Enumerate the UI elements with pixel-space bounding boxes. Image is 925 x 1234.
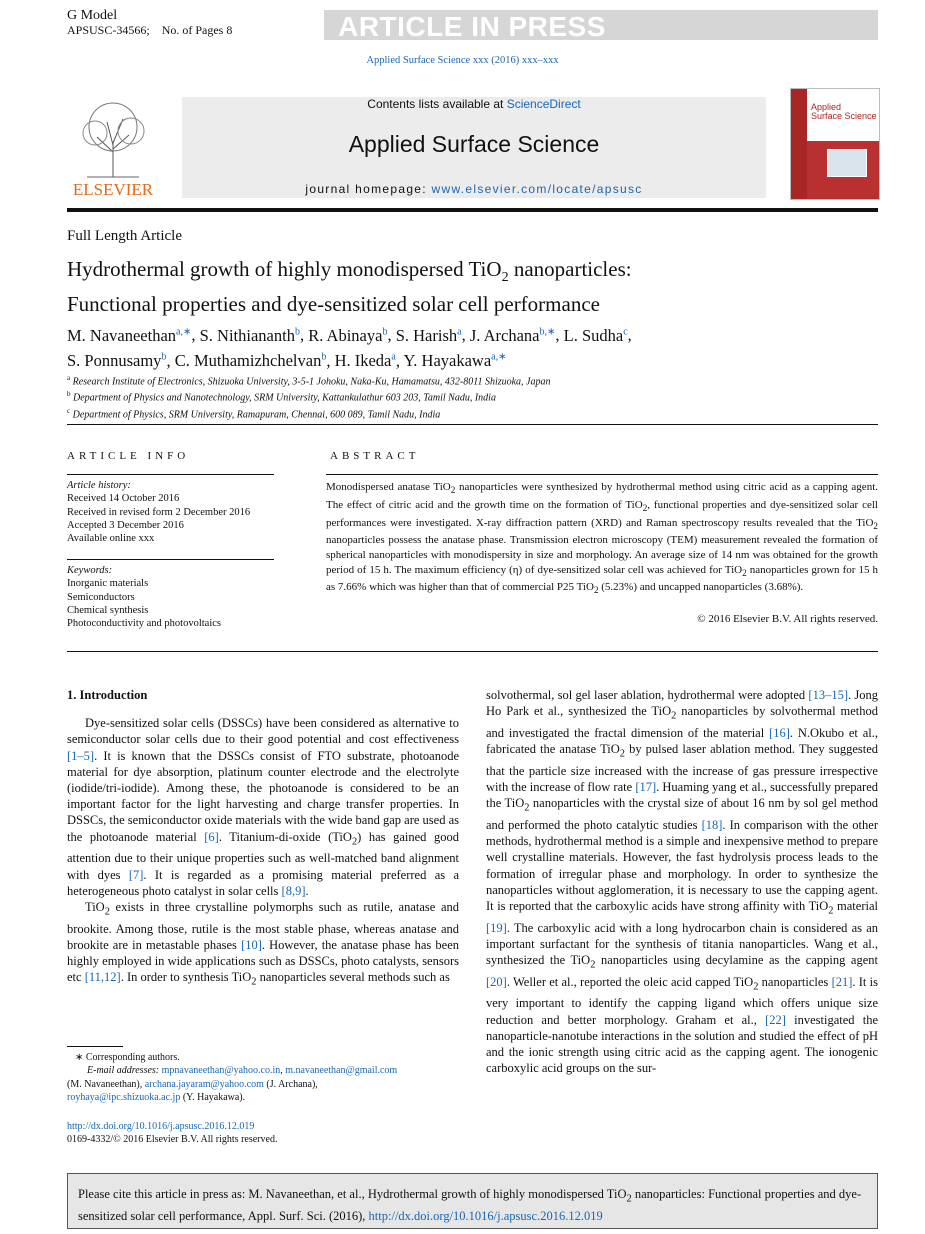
title-part: nanoparticles: (508, 257, 632, 281)
title-part: Hydrothermal growth of highly monodispersed TiO (67, 257, 502, 281)
email-link[interactable]: m.navaneethan@gmail.com (285, 1065, 398, 1077)
paragraph: Dye-sensitized solar cells (DSSCs) have been considered as alternative to semiconductor solar cells due to their good potential and cost effectiveness [1–5]. It is known that the DSSCs consist of FTO substrate, photoanode material for dye absorption, platinum counter electrode and the electrolyte (iodide/tri-iodide). Among these, the photoanode is considered to be an important factor for the light harvesting and charge transfer properties. In DSSCs, the semiconductor oxide materials with the wide band gap are used as the photoanode material [6]. Titanium-di-oxide (TiO$_2$) has gained good attention due to their unique properties such as well-matched band alignment with dyes [7]. It is regarded as a promising material preferred as a heterogeneous photo catalyst in solar cells [8,9]. (67, 716, 459, 898)
section-heading-introduction: 1. Introduction (67, 688, 148, 702)
citation-box (67, 1173, 878, 1229)
article-history (67, 479, 277, 545)
masthead-rule (67, 208, 878, 212)
reference-link[interactable]: [16] (769, 725, 790, 740)
publisher-wordmark: ELSEVIER (72, 180, 154, 199)
title-line-2: Functional properties and dye-sensitized solar cell performance (67, 292, 600, 317)
email-link[interactable]: royhaya@ipc.shizuoka.ac.jp (67, 1091, 181, 1103)
abstract-copyright: © 2016 Elsevier B.V. All rights reserved. (697, 613, 878, 625)
footnotes: ∗ Corresponding authors. E-mail addresses: mpnavaneethan@yahoo.co.in, m.navaneethan@gmail.com (M. Navaneethan), archana.jayaram@yahoo.com (J. Archana), royhaya@ipc.shizuoka.ac.jp (Y. Hayakawa). (67, 1051, 459, 1104)
reference-link[interactable]: [13–15] (808, 688, 848, 702)
journal-title: Applied Surface Science (348, 131, 600, 157)
divider (67, 559, 274, 560)
cover-image (827, 149, 867, 177)
author[interactable]: H. Ikeda$^a$ (334, 351, 396, 370)
contents-line (182, 97, 766, 111)
reference-link[interactable]: [6] (204, 829, 219, 844)
issn-line: 0169-4332/© 2016 Elsevier B.V. All rights reserved. (67, 1134, 278, 1146)
page-count: No. of Pages 8 (161, 23, 233, 37)
reference-link[interactable]: [18] (701, 817, 723, 832)
reference-link[interactable]: [20] (486, 974, 507, 989)
footnote-rule (67, 1046, 123, 1047)
divider (67, 474, 274, 475)
journal-citation-line[interactable]: Applied Surface Science xxx (2016) xxx–xxx (366, 55, 559, 66)
doi-block (67, 1120, 459, 1147)
cover-title (811, 103, 877, 121)
author[interactable]: C. Muthamizhchelvan$^b$ (174, 351, 327, 370)
divider (67, 424, 878, 425)
author[interactable]: Y. Hayakawa$^{a,∗}$ (403, 351, 507, 370)
email-link[interactable]: mpnavaneethan@yahoo.co.in (161, 1065, 281, 1077)
keywords-label: Keywords: (67, 565, 113, 576)
history-item: Available online xxx (67, 533, 155, 545)
author-list: M. Navaneethan$^{a,∗}$, S. Nithiananth$^b$, R. Abinaya$^b$, S. Harish$^a$, J. Archana$^{b,∗}$, L. Sudha$^c$, S. Ponnusamy$^b$, C. Muthamizhchelvan$^b$, H. Ikeda$^a$, Y. Hayakawa$^{a,∗}$ (67, 325, 632, 370)
history-item: Accepted 3 December 2016 (67, 519, 184, 531)
reference-link[interactable]: [1–5] (67, 748, 95, 763)
abstract-heading: ABSTRACT (330, 450, 420, 462)
article-code: APSUSC-34566; (67, 23, 150, 37)
keyword: Chemical synthesis (67, 604, 149, 616)
reference-link[interactable]: [8,9] (281, 883, 306, 898)
reference-link[interactable]: [11,12] (84, 970, 121, 985)
reference-link[interactable]: [22] (765, 1012, 786, 1027)
history-label: Article history: (67, 480, 131, 491)
corresponding-note: ∗ Corresponding authors. (75, 1052, 180, 1063)
journal-masthead (182, 97, 766, 198)
reference-link[interactable]: [10] (241, 937, 262, 952)
email-label: E-mail addresses: (87, 1065, 162, 1077)
author[interactable]: S. Nithiananth$^b$ (199, 325, 300, 345)
author[interactable]: M. Navaneethan$^{a,∗}$ (67, 325, 192, 345)
contents-prefix: Contents lists available at (367, 97, 507, 111)
divider (326, 474, 878, 475)
author[interactable]: R. Abinaya$^b$ (308, 325, 388, 345)
article-info-heading: ARTICLE INFO (67, 450, 190, 462)
affiliation: $^a$ Research Institute of Electronics, Shizuoka University, 3-5-1 Johoku, Naka-Ku, Hamamatsu, 432-8011 Shizuoka, Japan (67, 374, 551, 388)
article-in-press-banner (324, 10, 878, 40)
doi-link[interactable]: http://dx.doi.org/10.1016/j.apsusc.2016.12.019 (67, 1121, 255, 1132)
reference-link[interactable]: [7] (128, 867, 144, 882)
abstract-body: Monodispersed anatase TiO$_2$ nanoparticles were synthesized by hydrothermal method using citric acid as a capping agent. The effect of citric acid and the growth time on the formation of TiO$_2$, functional properties and dye-sensitized solar cell performances were investigated. X-ray diffraction pattern (XRD) and Raman spectroscopy results revealed that the TiO$_2$ nanoparticles possess the anatase phase. Transmission electron microscopy (TEM) measurement revealed the formation of spherical nanoparticles with monodispersity in size and morphology. An average size of 14 nm was obtained for the growth period of 15 h. The maximum efficiency (η) of dye-sensitized solar cell was achieved for TiO$_2$ nanoparticles grown for 15 h as 7.66% which was higher than that of commercial P25 TiO$_2$ (5.23%) and uncapped nanoparticles (3.68%). (326, 481, 879, 596)
keyword: Inorganic materials (67, 578, 149, 590)
keyword: Semiconductors (67, 591, 135, 603)
keywords (67, 564, 277, 630)
history-item: Received 14 October 2016 (67, 493, 180, 505)
g-model-label: G Model (67, 8, 118, 23)
cover-title-line-1: Applied (811, 102, 842, 112)
body-column-right (486, 687, 878, 1076)
author[interactable]: S. Ponnusamy$^b$ (67, 351, 167, 370)
sciencedirect-link[interactable]: ScienceDirect (506, 97, 581, 111)
journal-cover-thumbnail (790, 88, 880, 200)
paragraph: solvothermal, sol gel laser ablation, hydrothermal were adopted [13–15]. Jong Ho Park et al., synthesized the TiO$_2$ nanoparticles by solvothermal method and investigated the fractal dimension of the material [16]. N.Okubo et al., fabricated the anatase TiO$_2$ by pulsed laser ablation method. They suggested that the particle size increased with the increase of gas pressure irrespective with the increase of flow rate [17]. Huaming yang et al., successfully prepared the TiO$_2$ nanoparticles with the crystal size of about 16 nm by sol gel method and performed the photo catalytic studies [18]. In comparison with the other methods, hydrothermal method is a simple and inexpensive method to prepare well crystalline materials. However, the fast hydrolysis process leads to the formation of irregular phase and morphology. In order to synthesize the nanoparticles without agglomeration, it is necessary to use the capping agent. It is reported that the carboxylic acids have strong affinity with TiO$_2$ material [19]. The carboxylic acid with a long hydrocarbon chain is considered as an important surfactant for the synthesis of titania nanoparticles. Wang et al., synthesized the TiO$_2$ nanoparticles using decylamine as the capping agent [20]. Weller et al., reported the oleic acid capped TiO$_2$ nanoparticles [21]. It is very important to identify the capping ligand which offers unique size reduction and better morphology. Graham et al., [22] investigated the nanoparticle-nanotube interactions in the solution and studied the effect of pH and the ionic strength using citric acid as the capping agent. The ionogenic carboxylic acid groups on the sur- (486, 688, 878, 1076)
cover-title-line-2: Surface Science (811, 111, 877, 121)
author[interactable]: L. Sudha$^c$ (563, 325, 628, 345)
divider (67, 651, 878, 652)
article-type: Full Length Article (67, 228, 182, 244)
affiliation: $^c$ Department of Physics, SRM University, Ramapuram, Chennai, 600 089, Tamil Nadu, India (67, 406, 441, 420)
cover-spine (791, 89, 807, 199)
reference-link[interactable]: [19] (486, 920, 507, 935)
affiliations (67, 372, 878, 421)
elsevier-logo (67, 97, 159, 199)
title-subscript: 2 (501, 270, 509, 286)
email-link[interactable]: archana.jayaram@yahoo.com (144, 1078, 264, 1090)
journal-homepage-line (182, 182, 766, 196)
citation-doi-link[interactable]: http://dx.doi.org/10.1016/j.apsusc.2016.12.019 (368, 1208, 603, 1223)
author[interactable]: J. Archana$^{b,∗}$ (469, 325, 556, 345)
reference-link[interactable]: [17] (635, 780, 657, 795)
body-column-left (67, 687, 459, 991)
homepage-link[interactable]: www.elsevier.com/locate/apsusc (431, 182, 643, 196)
keyword: Photoconductivity and photovoltaics (67, 618, 221, 630)
article-title (67, 256, 878, 317)
reference-link[interactable]: [21] (831, 974, 853, 989)
history-item: Received in revised form 2 December 2016 (67, 506, 251, 518)
paragraph: TiO$_2$ exists in three crystalline polymorphs such as rutile, anatase and brookite. Among those, rutile is the most stable phase, whereas anatase and brookite are in metastable phases [10]. However, the anatase phase has been highly employed in wide applications such as DSSCs, photo catalysts, sensors etc [11,12]. In order to synthesis TiO$_2$ nanoparticles several methods such as (67, 899, 459, 988)
citation-text: Please cite this article in press as: M. Navaneethan, et al., Hydrothermal growth of highly monodispersed TiO$_2$ nanoparticles: Functional properties and dye-sensitized solar cell performance, Appl. Surf. Sci. (2016), http://dx.doi.org/10.1016/j.apsusc.2016.12.019 (78, 1187, 862, 1223)
affiliation: $^b$ Department of Physics and Nanotechnology, SRM University, Kattankulathur 603 203, Tamil Nadu, India (67, 390, 496, 404)
author[interactable]: S. Harish$^a$ (395, 325, 462, 345)
running-header-left (67, 9, 232, 37)
homepage-prefix: journal homepage: (305, 182, 432, 196)
article-in-press-text: ARTICLE IN PRESS (338, 11, 606, 42)
